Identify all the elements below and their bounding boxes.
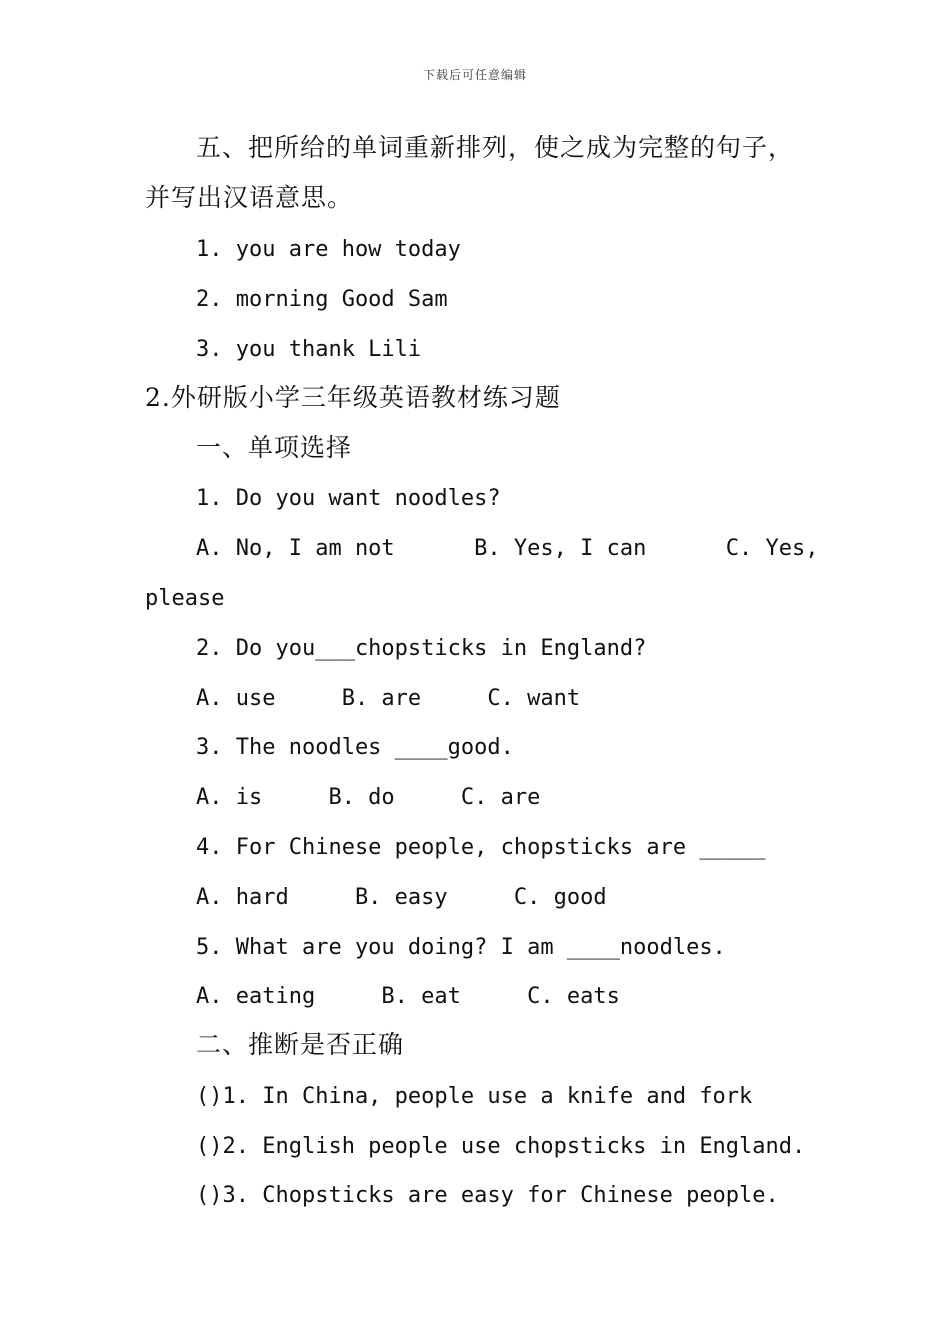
true-false-item-3: ()3. Chopsticks are easy for Chinese people.	[196, 1183, 779, 1208]
true-false-item-1: ()1. In China, people use a knife and fork	[196, 1084, 753, 1109]
question-1-options: A. No, I am not B. Yes, I can C. Yes,	[196, 536, 819, 561]
question-1-options-cont: please	[145, 586, 225, 611]
reorder-item-3: 3. you thank Lili	[196, 337, 422, 362]
question-4: 4. For Chinese people, chopsticks are _____	[196, 835, 766, 860]
question-2-options: A. use B. are C. want	[196, 686, 581, 711]
reorder-item-2: 2. morning Good Sam	[196, 287, 448, 312]
section-5-title: 五、把所给的单词重新排列，使之成为完整的句子，	[196, 133, 795, 162]
question-2: 2. Do you___chopsticks in England?	[196, 636, 647, 661]
question-3: 3. The noodles ____good.	[196, 735, 514, 760]
question-3-options: A. is B. do C. are	[196, 785, 541, 810]
true-false-item-2: ()2. English people use chopsticks in England.	[196, 1134, 806, 1159]
question-1: 1. Do you want noodles?	[196, 486, 501, 511]
true-false-title: 二、推断是否正确	[196, 1030, 405, 1059]
question-5: 5. What are you doing? I am ____noodles.	[196, 935, 726, 960]
section-5-title-cont: 并写出汉语意思。	[145, 183, 354, 212]
question-4-options: A. hard B. easy C. good	[196, 885, 607, 910]
part-2-heading: 2.外研版小学三年级英语教材练习题	[145, 383, 561, 412]
multiple-choice-title: 一、单项选择	[196, 433, 353, 462]
question-5-options: A. eating B. eat C. eats	[196, 984, 620, 1009]
page-header: 下载后可任意编辑	[422, 68, 527, 82]
reorder-item-1: 1. you are how today	[196, 237, 461, 262]
